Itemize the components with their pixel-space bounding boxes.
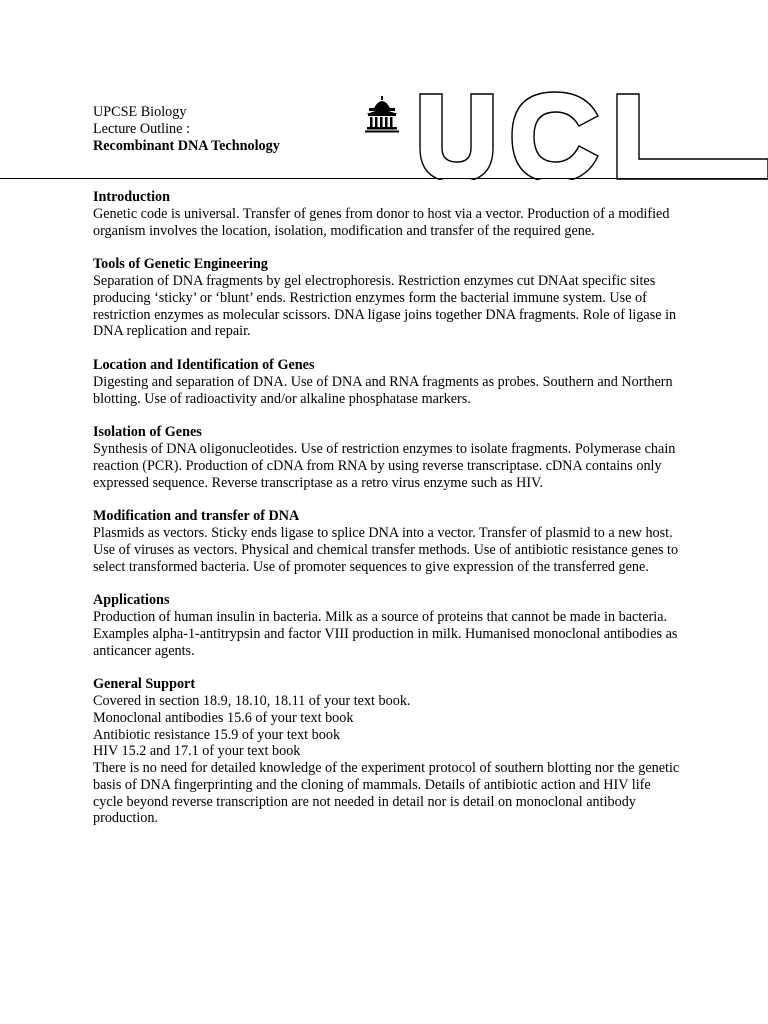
portico-icon	[365, 96, 399, 133]
document-title: Recombinant DNA Technology	[93, 138, 280, 154]
logo-letter-u	[420, 94, 493, 180]
outline-label: Lecture Outline :	[93, 121, 190, 137]
section-heading: General Support	[93, 676, 196, 693]
lecture-outline-body	[93, 189, 683, 844]
ucl-logo	[360, 90, 768, 180]
section-applications	[93, 592, 683, 659]
logo-letter-c	[512, 92, 598, 180]
course-name: UPCSE Biology	[93, 104, 187, 120]
section-general-support	[93, 676, 683, 827]
header-divider	[0, 178, 768, 179]
section-body: Genetic code is universal. Transfer of genes from donor to host via a vector. Production of a modified organism involves the location, isolation, modification and transfer of the required gene.	[93, 205, 670, 239]
section-body: Synthesis of DNA oligonucleotides. Use of restriction enzymes to isolate fragments. Polymerase chain reaction (PCR). Production of cDNA from RNA by using reverse transcriptase. cDNA contains only expressed sequence. Reverse transcriptase as a retro virus enzyme such as HIV.	[93, 440, 676, 491]
section-location	[93, 357, 683, 407]
section-body: There is no need for detailed knowledge of the experiment protocol of southern blotting nor the genetic basis of DNA fingerprinting and the cloning of mammals. Details of antibiotic action and HIV life cycle beyond reverse transcription are not needed in detail nor is detail on monoclonal antibody production.	[93, 760, 680, 827]
support-line: Antibiotic resistance 15.9 of your text book	[93, 726, 341, 743]
section-heading: Location and Identification of Genes	[93, 356, 315, 373]
section-heading: Isolation of Genes	[93, 424, 202, 441]
section-introduction	[93, 189, 683, 239]
support-line: Covered in section 18.9, 18.10, 18.11 of your text book.	[93, 692, 411, 709]
section-heading: Introduction	[93, 189, 170, 205]
section-isolation	[93, 424, 683, 491]
section-body: Separation of DNA fragments by gel electrophoresis. Restriction enzymes cut DNAat specific sites producing ‘sticky’ or ‘blunt’ ends. Restriction enzymes form the bacterial immune system. Use of restriction enzymes as molecular scissors. DNA ligase joins together DNA fragments. Role of ligase in DNA replication and repair.	[93, 272, 677, 340]
section-body: Digesting and separation of DNA. Use of DNA and RNA fragments as probes. Southern and Northern blotting. Use of radioactivity and/or alkaline phosphatase markers.	[93, 373, 673, 407]
support-line: HIV 15.2 and 17.1 of your text book	[93, 743, 301, 760]
document-header	[93, 104, 280, 155]
section-body: Plasmids as vectors. Sticky ends ligase to splice DNA into a vector. Transfer of plasmid to a new host. Use of viruses as vectors. Physical and chemical transfer methods. Use of antibiotic resistance genes to select transformed bacteria. Use of promoter sequences to give expression of the transferred gene.	[93, 524, 679, 575]
section-heading: Applications	[93, 592, 170, 609]
support-line: Monoclonal antibodies 15.6 of your text book	[93, 709, 354, 726]
section-heading: Tools of Genetic Engineering	[93, 256, 268, 273]
section-heading: Modification and transfer of DNA	[93, 508, 300, 525]
section-tools	[93, 256, 683, 340]
section-modification	[93, 508, 683, 575]
section-body: Production of human insulin in bacteria. Milk as a source of proteins that cannot be made in bacteria. Examples alpha-1-antitrypsin and factor VIII production in milk. Humanised monoclonal antibodies as anticancer agents.	[93, 608, 678, 659]
logo-letter-l	[617, 94, 768, 179]
